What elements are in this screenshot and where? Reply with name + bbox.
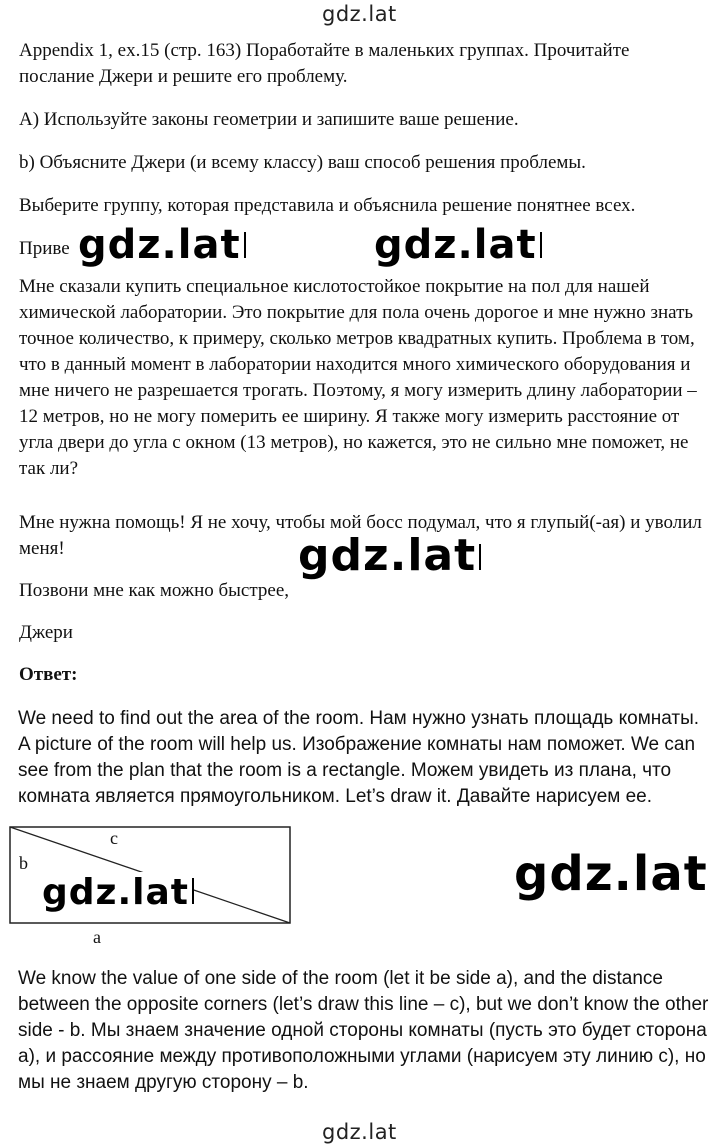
watermark-center: gdz.lat: [298, 530, 481, 581]
letter-body: Мне сказали купить специальное кислотостойкое покрытие на пол для нашей химической лаборатории. Это покрытие для пола очень дорогое и мне нужно знать точное количество, к примеру, сколько метров квадратных купить. Проблема в том, что в данный момент в лаборатории находится много химического оборудования и мне ничего не разрешается трогать. Поэтому, я могу измерить длину лаборатории – 12 метров, но не могу померить ее ширину. Я также могу измерить расстояние от угла двери до угла с окном (13 метров), но кажется, это не сильно мне поможет, не так ли?: [19, 276, 697, 479]
label-a: a: [93, 927, 101, 947]
label-c: c: [110, 828, 118, 848]
watermark-mid-right: gdz.lat: [374, 222, 542, 268]
answer-heading: Ответ:: [19, 664, 78, 685]
watermark-bottom: gdz.lat: [322, 1120, 397, 1144]
letter-greeting: Приве: [19, 238, 70, 259]
watermark-right-big: gdz.lat: [514, 846, 708, 902]
answer-paragraph-2: We know the value of one side of the room (let it be side a), and the distance between the opposite corners (let’s draw this line – c), but we don’t know the other side - b. Мы знаем значение одной стороны комнаты (пусть это будет сторона а), и рассояние между противоположными углами (нарисуем эту линию с), но мы не знаем другую сторону – b.: [18, 968, 709, 1093]
watermark-mid-left: gdz.lat: [78, 222, 246, 268]
watermark-top: gdz.lat: [322, 2, 397, 26]
letter-signature: Джери: [19, 622, 73, 643]
task-intro: Appendix 1, ex.15 (стр. 163) Поработайте в маленьких группах. Прочитайте послание Джери и решите его проблему.: [19, 40, 630, 87]
task-choose: Выберите группу, которая представила и объяснила решение понятнее всех.: [19, 195, 636, 216]
answer-paragraph-1: We need to find out the area of the room. Нам нужно узнать площадь комнаты. A picture of the room will help us. Изображение комнаты нам поможет. We can see from the plan that the room is a rectangle. Можем увидеть из плана, что комната является прямоугольником. Let’s draw it. Давайте нарисуем ее.: [18, 708, 700, 807]
task-part-a: A) Используйте законы геометрии и запишите ваше решение.: [19, 109, 519, 130]
letter-call: Позвони мне как можно быстрее,: [19, 580, 289, 601]
watermark-diagram: gdz.lat: [42, 872, 194, 913]
label-b: b: [19, 853, 28, 873]
letter-help: Мне нужна помощь! Я не хочу, чтобы мой босс подумал, что я глупый(-ая) и уволил меня!: [19, 512, 702, 559]
task-part-b: b) Объясните Джери (и всему классу) ваш способ решения проблемы.: [19, 152, 586, 173]
